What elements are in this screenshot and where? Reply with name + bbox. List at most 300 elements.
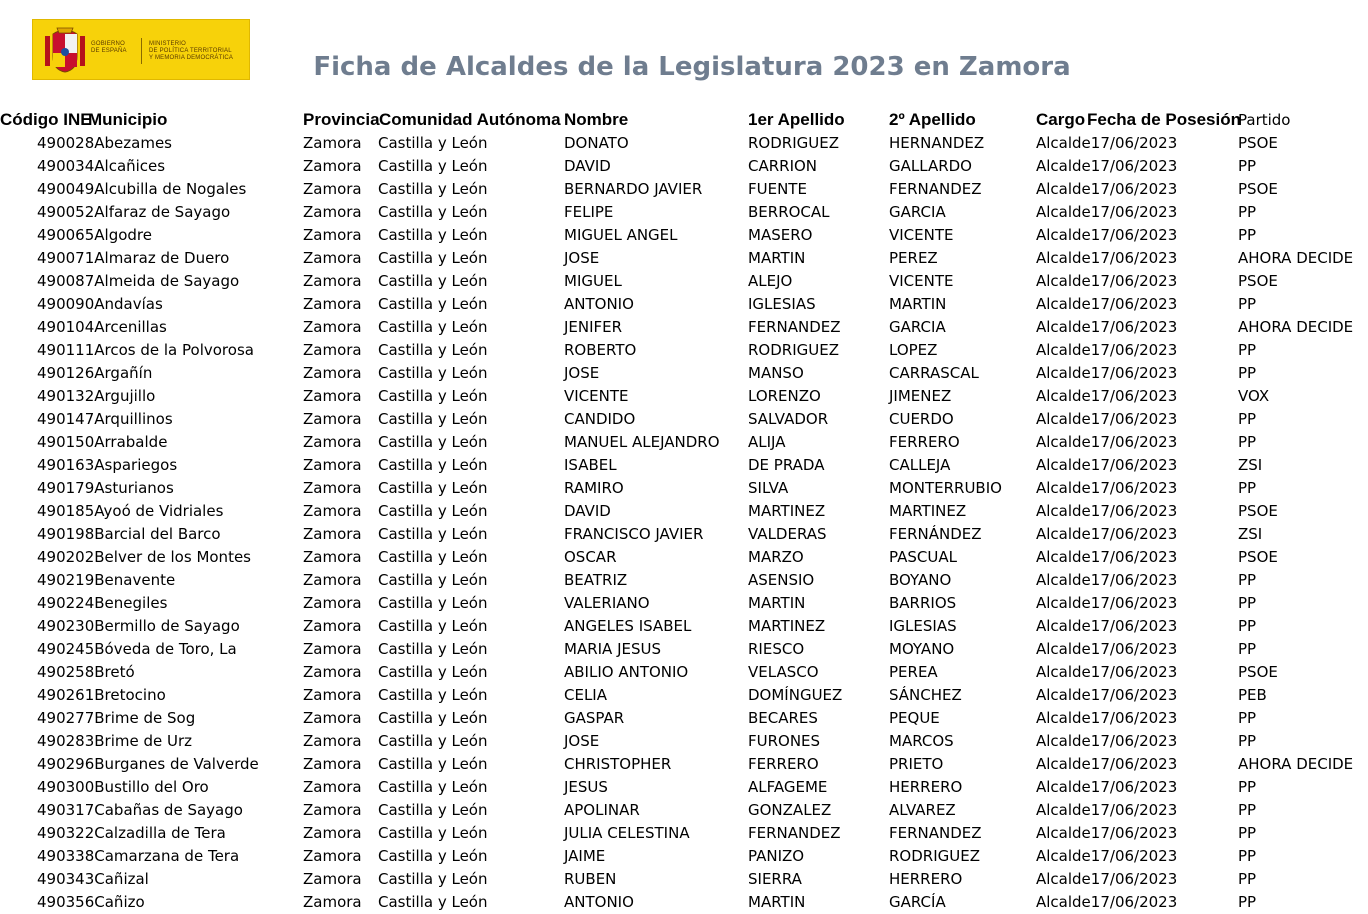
cell-apellido1-part: FUENTE bbox=[748, 180, 807, 198]
cell-ccaa bbox=[378, 661, 487, 684]
cell-ccaa bbox=[378, 155, 487, 178]
table-row bbox=[0, 684, 1368, 707]
cell-codigo-municipio-part: 490258 bbox=[37, 663, 95, 681]
cell-apellido1-part: LORENZO bbox=[748, 387, 821, 405]
cell-apellido2-part: VICENTE bbox=[889, 272, 954, 290]
cell-cargo-fecha bbox=[1036, 431, 1177, 454]
cell-partido-part: PP bbox=[1238, 893, 1257, 911]
cell-provincia-part: Zamora bbox=[303, 502, 362, 520]
cell-codigo-municipio-part: 490126 bbox=[37, 364, 95, 382]
cell-apellido1-part: MANSO bbox=[748, 364, 804, 382]
cell-codigo-municipio-part: 490071 bbox=[37, 249, 95, 267]
cell-apellido1 bbox=[748, 408, 828, 431]
cell-codigo-municipio bbox=[37, 224, 152, 247]
cell-partido bbox=[1238, 201, 1256, 224]
cell-nombre-part: CHRISTOPHER bbox=[564, 755, 672, 773]
cell-apellido2-part: CARRASCAL bbox=[889, 364, 979, 382]
cell-codigo-municipio-part: Asturianos bbox=[94, 479, 174, 497]
header-partido: Partido bbox=[1238, 111, 1291, 129]
cell-partido bbox=[1238, 178, 1278, 201]
cell-nombre-part: RUBEN bbox=[564, 870, 617, 888]
table-row bbox=[0, 730, 1368, 753]
cell-provincia-part: Zamora bbox=[303, 479, 362, 497]
cell-partido-part: PP bbox=[1238, 640, 1257, 658]
cell-apellido2-part: HERRERO bbox=[889, 870, 963, 888]
cell-codigo-municipio-part: 490300 bbox=[37, 778, 95, 796]
cell-ccaa bbox=[378, 845, 487, 868]
cell-cargo-fecha-part: 17/06/2023 bbox=[1090, 548, 1178, 566]
cell-cargo-fecha-part: Alcalde bbox=[1036, 571, 1091, 589]
cell-provincia-part: Zamora bbox=[303, 456, 362, 474]
cell-codigo-municipio-part: 490087 bbox=[37, 272, 95, 290]
cell-apellido1 bbox=[748, 569, 814, 592]
cell-codigo-municipio-part: Abezames bbox=[94, 134, 172, 152]
cell-cargo-fecha-part: 17/06/2023 bbox=[1090, 180, 1178, 198]
cell-cargo-fecha bbox=[1036, 707, 1177, 730]
header-apellido1: 1er Apellido bbox=[748, 110, 845, 129]
cell-codigo-municipio-part: Belver de los Montes bbox=[94, 548, 251, 566]
cell-apellido1-part: BECARES bbox=[748, 709, 818, 727]
cell-partido-part: PP bbox=[1238, 824, 1257, 842]
cell-apellido1 bbox=[748, 822, 841, 845]
cell-ccaa bbox=[378, 615, 487, 638]
cell-apellido1 bbox=[748, 293, 816, 316]
cell-nombre bbox=[564, 201, 613, 224]
cell-partido-part: PP bbox=[1238, 433, 1257, 451]
cell-partido bbox=[1238, 477, 1256, 500]
cell-provincia bbox=[303, 845, 362, 868]
cell-codigo-municipio-part: 490202 bbox=[37, 548, 95, 566]
cell-codigo-municipio bbox=[37, 500, 223, 523]
cell-partido-part: PP bbox=[1238, 226, 1257, 244]
cell-codigo-municipio-part: 490179 bbox=[37, 479, 95, 497]
cell-cargo-fecha-part: 17/06/2023 bbox=[1090, 640, 1178, 658]
cell-nombre bbox=[564, 408, 635, 431]
cell-cargo-fecha-part: 17/06/2023 bbox=[1090, 456, 1178, 474]
cell-codigo-municipio-part: Barcial del Barco bbox=[94, 525, 221, 543]
mayors-table-body bbox=[0, 132, 1368, 914]
cell-apellido1 bbox=[748, 638, 804, 661]
cell-cargo-fecha bbox=[1036, 316, 1177, 339]
cell-apellido2-part: MONTERRUBIO bbox=[889, 479, 1002, 497]
cell-codigo-municipio-part: 490052 bbox=[37, 203, 95, 221]
cell-apellido2-part: JIMENEZ bbox=[889, 387, 952, 405]
cell-cargo-fecha-part: 17/06/2023 bbox=[1090, 134, 1178, 152]
cell-apellido1-part: RODRIGUEZ bbox=[748, 134, 839, 152]
cell-ccaa bbox=[378, 638, 487, 661]
table-row bbox=[0, 316, 1368, 339]
table-row bbox=[0, 247, 1368, 270]
table-row bbox=[0, 707, 1368, 730]
cell-cargo-fecha-part: 17/06/2023 bbox=[1090, 824, 1178, 842]
cell-ccaa-part: Castilla y León bbox=[378, 617, 488, 635]
cell-cargo-fecha-part: Alcalde bbox=[1036, 203, 1091, 221]
cell-cargo-fecha-part: Alcalde bbox=[1036, 410, 1091, 428]
cell-partido bbox=[1238, 247, 1353, 270]
cell-ccaa bbox=[378, 891, 487, 914]
cell-ccaa-part: Castilla y León bbox=[378, 387, 488, 405]
cell-cargo-fecha-part: 17/06/2023 bbox=[1090, 709, 1178, 727]
cell-ccaa-part: Castilla y León bbox=[378, 778, 488, 796]
cell-nombre-part: JENIFER bbox=[564, 318, 623, 336]
cell-provincia bbox=[303, 385, 362, 408]
cell-apellido2 bbox=[889, 500, 966, 523]
cell-provincia-part: Zamora bbox=[303, 847, 362, 865]
cell-provincia bbox=[303, 776, 362, 799]
cell-apellido2 bbox=[889, 592, 956, 615]
cell-partido bbox=[1238, 776, 1256, 799]
cell-provincia-part: Zamora bbox=[303, 203, 362, 221]
cell-nombre bbox=[564, 155, 611, 178]
cell-ccaa-part: Castilla y León bbox=[378, 824, 488, 842]
table-row bbox=[0, 569, 1368, 592]
cell-cargo-fecha bbox=[1036, 293, 1177, 316]
cell-ccaa bbox=[378, 730, 487, 753]
cell-codigo-municipio bbox=[37, 776, 209, 799]
cell-cargo-fecha bbox=[1036, 684, 1177, 707]
cell-ccaa-part: Castilla y León bbox=[378, 203, 488, 221]
cell-provincia-part: Zamora bbox=[303, 548, 362, 566]
cell-apellido2-part: ALVAREZ bbox=[889, 801, 956, 819]
cell-apellido1-part: CARRION bbox=[748, 157, 818, 175]
cell-partido-part: PSOE bbox=[1238, 502, 1278, 520]
cell-ccaa-part: Castilla y León bbox=[378, 410, 488, 428]
cell-nombre bbox=[564, 730, 599, 753]
cell-codigo-municipio-part: Argujillo bbox=[94, 387, 156, 405]
cell-partido-part: PSOE bbox=[1238, 180, 1278, 198]
cell-provincia bbox=[303, 247, 362, 270]
cell-nombre-part: DAVID bbox=[564, 502, 611, 520]
cell-codigo-municipio-part: Bretó bbox=[94, 663, 135, 681]
cell-cargo-fecha bbox=[1036, 753, 1177, 776]
cell-partido bbox=[1238, 868, 1256, 891]
cell-partido bbox=[1238, 224, 1256, 247]
cell-apellido2-part: GALLARDO bbox=[889, 157, 972, 175]
cell-ccaa bbox=[378, 776, 487, 799]
cell-codigo-municipio-part: 490065 bbox=[37, 226, 95, 244]
cell-nombre-part: CANDIDO bbox=[564, 410, 636, 428]
cell-partido bbox=[1238, 385, 1269, 408]
cell-codigo-municipio-part: Bustillo del Oro bbox=[94, 778, 209, 796]
cell-partido bbox=[1238, 891, 1256, 914]
cell-provincia-part: Zamora bbox=[303, 410, 362, 428]
cell-cargo-fecha-part: Alcalde bbox=[1036, 778, 1091, 796]
cell-nombre-part: DONATO bbox=[564, 134, 629, 152]
cell-cargo-fecha-part: Alcalde bbox=[1036, 249, 1091, 267]
cell-apellido2 bbox=[889, 776, 962, 799]
cell-codigo-municipio bbox=[37, 293, 163, 316]
cell-apellido1-part: FURONES bbox=[748, 732, 821, 750]
cell-provincia-part: Zamora bbox=[303, 341, 362, 359]
cell-nombre bbox=[564, 431, 720, 454]
cell-apellido1 bbox=[748, 270, 792, 293]
cell-partido bbox=[1238, 408, 1256, 431]
table-row bbox=[0, 178, 1368, 201]
cell-nombre-part: MANUEL ALEJANDRO bbox=[564, 433, 720, 451]
cell-nombre bbox=[564, 132, 629, 155]
cell-ccaa-part: Castilla y León bbox=[378, 157, 488, 175]
cell-cargo-fecha-part: Alcalde bbox=[1036, 134, 1091, 152]
cell-apellido2-part: PEREZ bbox=[889, 249, 938, 267]
cell-provincia-part: Zamora bbox=[303, 525, 362, 543]
cell-partido bbox=[1238, 753, 1353, 776]
cell-nombre bbox=[564, 661, 688, 684]
cell-apellido2 bbox=[889, 431, 960, 454]
table-row bbox=[0, 845, 1368, 868]
cell-apellido2 bbox=[889, 201, 946, 224]
cell-nombre-part: JESUS bbox=[564, 778, 608, 796]
table-row bbox=[0, 431, 1368, 454]
cell-apellido2-part: CALLEJA bbox=[889, 456, 951, 474]
cell-cargo-fecha-part: Alcalde bbox=[1036, 502, 1091, 520]
cell-cargo-fecha-part: 17/06/2023 bbox=[1090, 341, 1178, 359]
cell-codigo-municipio bbox=[37, 523, 221, 546]
cell-cargo-fecha-part: 17/06/2023 bbox=[1090, 433, 1178, 451]
cell-codigo-municipio bbox=[37, 799, 243, 822]
cell-ccaa-part: Castilla y León bbox=[378, 847, 488, 865]
cell-codigo-municipio-part: Argañín bbox=[94, 364, 153, 382]
cell-codigo-municipio-part: Bermillo de Sayago bbox=[94, 617, 240, 635]
cell-cargo-fecha-part: Alcalde bbox=[1036, 755, 1091, 773]
cell-cargo-fecha-part: 17/06/2023 bbox=[1090, 617, 1178, 635]
cell-codigo-municipio-part: 490277 bbox=[37, 709, 95, 727]
cell-provincia-part: Zamora bbox=[303, 824, 362, 842]
cell-apellido2 bbox=[889, 408, 954, 431]
cell-nombre bbox=[564, 638, 661, 661]
cell-apellido2-part: FERNANDEZ bbox=[889, 824, 982, 842]
cell-codigo-municipio-part: 490230 bbox=[37, 617, 95, 635]
cell-cargo-fecha-part: Alcalde bbox=[1036, 594, 1091, 612]
cell-cargo-fecha-part: 17/06/2023 bbox=[1090, 410, 1178, 428]
header-fecha: Fecha de Posesión bbox=[1087, 110, 1241, 129]
cell-ccaa bbox=[378, 753, 487, 776]
cell-provincia-part: Zamora bbox=[303, 663, 362, 681]
cell-cargo-fecha bbox=[1036, 270, 1177, 293]
cell-provincia bbox=[303, 431, 362, 454]
cell-provincia bbox=[303, 270, 362, 293]
cell-partido bbox=[1238, 339, 1256, 362]
cell-nombre-part: BERNARDO JAVIER bbox=[564, 180, 703, 198]
cell-cargo-fecha-part: Alcalde bbox=[1036, 318, 1091, 336]
cell-codigo-municipio bbox=[37, 362, 152, 385]
cell-codigo-municipio bbox=[37, 431, 167, 454]
cell-cargo-fecha-part: Alcalde bbox=[1036, 456, 1091, 474]
cell-partido bbox=[1238, 500, 1278, 523]
cell-apellido1-part: FERNANDEZ bbox=[748, 318, 841, 336]
cell-nombre bbox=[564, 615, 691, 638]
cell-cargo-fecha-part: 17/06/2023 bbox=[1090, 249, 1178, 267]
cell-apellido1 bbox=[748, 247, 805, 270]
cell-nombre-part: DAVID bbox=[564, 157, 611, 175]
cell-ccaa bbox=[378, 707, 487, 730]
cell-provincia bbox=[303, 500, 362, 523]
cell-ccaa-part: Castilla y León bbox=[378, 479, 488, 497]
cell-apellido2-part: FERNANDEZ bbox=[889, 180, 982, 198]
cell-ccaa bbox=[378, 362, 487, 385]
table-row bbox=[0, 293, 1368, 316]
cell-codigo-municipio-part: Ayoó de Vidriales bbox=[94, 502, 224, 520]
cell-cargo-fecha-part: 17/06/2023 bbox=[1090, 571, 1178, 589]
cell-ccaa bbox=[378, 684, 487, 707]
cell-apellido2-part: MARTINEZ bbox=[889, 502, 967, 520]
header-nombre: Nombre bbox=[564, 110, 629, 129]
cell-provincia-part: Zamora bbox=[303, 295, 362, 313]
cell-apellido1 bbox=[748, 615, 825, 638]
cell-apellido1-part: RODRIGUEZ bbox=[748, 341, 839, 359]
cell-apellido1-part: MARTINEZ bbox=[748, 617, 826, 635]
cell-apellido2 bbox=[889, 316, 946, 339]
cell-ccaa bbox=[378, 799, 487, 822]
cell-apellido2 bbox=[889, 247, 938, 270]
cell-provincia bbox=[303, 546, 362, 569]
cell-cargo-fecha bbox=[1036, 868, 1177, 891]
cell-cargo-fecha bbox=[1036, 178, 1177, 201]
cell-apellido1-part: ALIJA bbox=[748, 433, 786, 451]
cell-nombre bbox=[564, 707, 624, 730]
cell-cargo-fecha bbox=[1036, 891, 1177, 914]
cell-cargo-fecha-part: 17/06/2023 bbox=[1090, 364, 1178, 382]
cell-codigo-municipio-part: 490356 bbox=[37, 893, 95, 911]
cell-ccaa bbox=[378, 201, 487, 224]
cell-codigo-municipio bbox=[37, 845, 239, 868]
cell-ccaa bbox=[378, 385, 487, 408]
cell-ccaa bbox=[378, 592, 487, 615]
cell-provincia-part: Zamora bbox=[303, 893, 362, 911]
cell-codigo-municipio bbox=[37, 868, 149, 891]
cell-ccaa-part: Castilla y León bbox=[378, 893, 488, 911]
cell-nombre-part: OSCAR bbox=[564, 548, 617, 566]
cell-cargo-fecha-part: 17/06/2023 bbox=[1090, 502, 1178, 520]
cell-partido bbox=[1238, 155, 1256, 178]
cell-apellido1-part: ALEJO bbox=[748, 272, 793, 290]
cell-apellido2-part: FERRERO bbox=[889, 433, 960, 451]
cell-codigo-municipio bbox=[37, 132, 172, 155]
cell-nombre-part: JAIME bbox=[564, 847, 606, 865]
cell-partido-part: PP bbox=[1238, 709, 1257, 727]
table-row bbox=[0, 868, 1368, 891]
cell-cargo-fecha bbox=[1036, 224, 1177, 247]
cell-apellido2-part: GARCIA bbox=[889, 318, 946, 336]
cell-nombre bbox=[564, 224, 678, 247]
cell-codigo-municipio-part: 490185 bbox=[37, 502, 95, 520]
cell-apellido1-part: MARTIN bbox=[748, 249, 806, 267]
cell-provincia bbox=[303, 362, 362, 385]
cell-codigo-municipio-part: Bóveda de Toro, La bbox=[94, 640, 237, 658]
cell-cargo-fecha-part: Alcalde bbox=[1036, 640, 1091, 658]
cell-partido-part: ZSI bbox=[1238, 456, 1263, 474]
cell-apellido2 bbox=[889, 270, 954, 293]
cell-provincia-part: Zamora bbox=[303, 226, 362, 244]
cell-provincia bbox=[303, 799, 362, 822]
cell-apellido1-part: DE PRADA bbox=[748, 456, 825, 474]
cell-ccaa bbox=[378, 132, 487, 155]
cell-codigo-municipio bbox=[37, 684, 166, 707]
table-row bbox=[0, 753, 1368, 776]
cell-apellido2 bbox=[889, 615, 957, 638]
cell-cargo-fecha-part: Alcalde bbox=[1036, 709, 1091, 727]
cell-cargo-fecha-part: 17/06/2023 bbox=[1090, 203, 1178, 221]
cell-apellido2 bbox=[889, 546, 957, 569]
cell-apellido2 bbox=[889, 799, 956, 822]
cell-nombre bbox=[564, 592, 650, 615]
cell-nombre-part: VICENTE bbox=[564, 387, 629, 405]
cell-provincia-part: Zamora bbox=[303, 180, 362, 198]
cell-partido-part: PP bbox=[1238, 203, 1257, 221]
cell-provincia-part: Zamora bbox=[303, 433, 362, 451]
cell-partido bbox=[1238, 592, 1256, 615]
cell-codigo-municipio bbox=[37, 155, 165, 178]
cell-nombre bbox=[564, 270, 622, 293]
table-row bbox=[0, 799, 1368, 822]
cell-nombre bbox=[564, 891, 634, 914]
cell-partido-part: PEB bbox=[1238, 686, 1267, 704]
cell-nombre bbox=[564, 316, 622, 339]
cell-ccaa bbox=[378, 270, 487, 293]
table-row bbox=[0, 454, 1368, 477]
cell-apellido1 bbox=[748, 431, 785, 454]
cell-provincia bbox=[303, 454, 362, 477]
cell-codigo-municipio-part: 490163 bbox=[37, 456, 95, 474]
cell-nombre-part: RAMIRO bbox=[564, 479, 624, 497]
cell-cargo-fecha-part: Alcalde bbox=[1036, 870, 1091, 888]
table-row bbox=[0, 201, 1368, 224]
cell-cargo-fecha-part: Alcalde bbox=[1036, 801, 1091, 819]
table-row bbox=[0, 638, 1368, 661]
cell-partido-part: PSOE bbox=[1238, 663, 1278, 681]
cell-provincia-part: Zamora bbox=[303, 387, 362, 405]
table-row bbox=[0, 362, 1368, 385]
cell-cargo-fecha-part: 17/06/2023 bbox=[1090, 893, 1178, 911]
cell-ccaa bbox=[378, 431, 487, 454]
cell-partido bbox=[1238, 293, 1256, 316]
cell-nombre bbox=[564, 523, 703, 546]
cell-codigo-municipio-part: 490104 bbox=[37, 318, 95, 336]
cell-codigo-municipio-part: 490147 bbox=[37, 410, 95, 428]
cell-cargo-fecha-part: Alcalde bbox=[1036, 226, 1091, 244]
cell-codigo-municipio bbox=[37, 661, 135, 684]
cell-codigo-municipio-part: Cañizal bbox=[94, 870, 149, 888]
cell-nombre bbox=[564, 753, 671, 776]
cell-provincia bbox=[303, 592, 362, 615]
cell-apellido2-part: PRIETO bbox=[889, 755, 944, 773]
cell-nombre-part: MIGUEL ANGEL bbox=[564, 226, 678, 244]
cell-cargo-fecha-part: Alcalde bbox=[1036, 686, 1091, 704]
cell-cargo-fecha-part: Alcalde bbox=[1036, 548, 1091, 566]
cell-apellido2 bbox=[889, 891, 946, 914]
cell-apellido1-part: IGLESIAS bbox=[748, 295, 816, 313]
cell-partido-part: PP bbox=[1238, 594, 1257, 612]
cell-cargo-fecha-part: 17/06/2023 bbox=[1090, 318, 1178, 336]
cell-ccaa bbox=[378, 477, 487, 500]
cell-apellido1-part: DOMÍNGUEZ bbox=[748, 686, 843, 704]
cell-codigo-municipio-part: 490322 bbox=[37, 824, 95, 842]
cell-cargo-fecha-part: Alcalde bbox=[1036, 180, 1091, 198]
cell-cargo-fecha-part: 17/06/2023 bbox=[1090, 387, 1178, 405]
cell-nombre-part: FELIPE bbox=[564, 203, 614, 221]
cell-apellido2 bbox=[889, 178, 982, 201]
cell-codigo-municipio-part: 490150 bbox=[37, 433, 95, 451]
cell-nombre-part: MARIA JESUS bbox=[564, 640, 662, 658]
cell-apellido2-part: CUERDO bbox=[889, 410, 954, 428]
cell-cargo-fecha-part: Alcalde bbox=[1036, 824, 1091, 842]
cell-codigo-municipio bbox=[37, 615, 240, 638]
cell-partido bbox=[1238, 845, 1256, 868]
cell-ccaa bbox=[378, 408, 487, 431]
cell-cargo-fecha-part: Alcalde bbox=[1036, 847, 1091, 865]
cell-nombre bbox=[564, 799, 640, 822]
cell-nombre bbox=[564, 845, 605, 868]
ministry-line-3: Y MEMORIA DEMOCRÁTICA bbox=[149, 55, 234, 61]
